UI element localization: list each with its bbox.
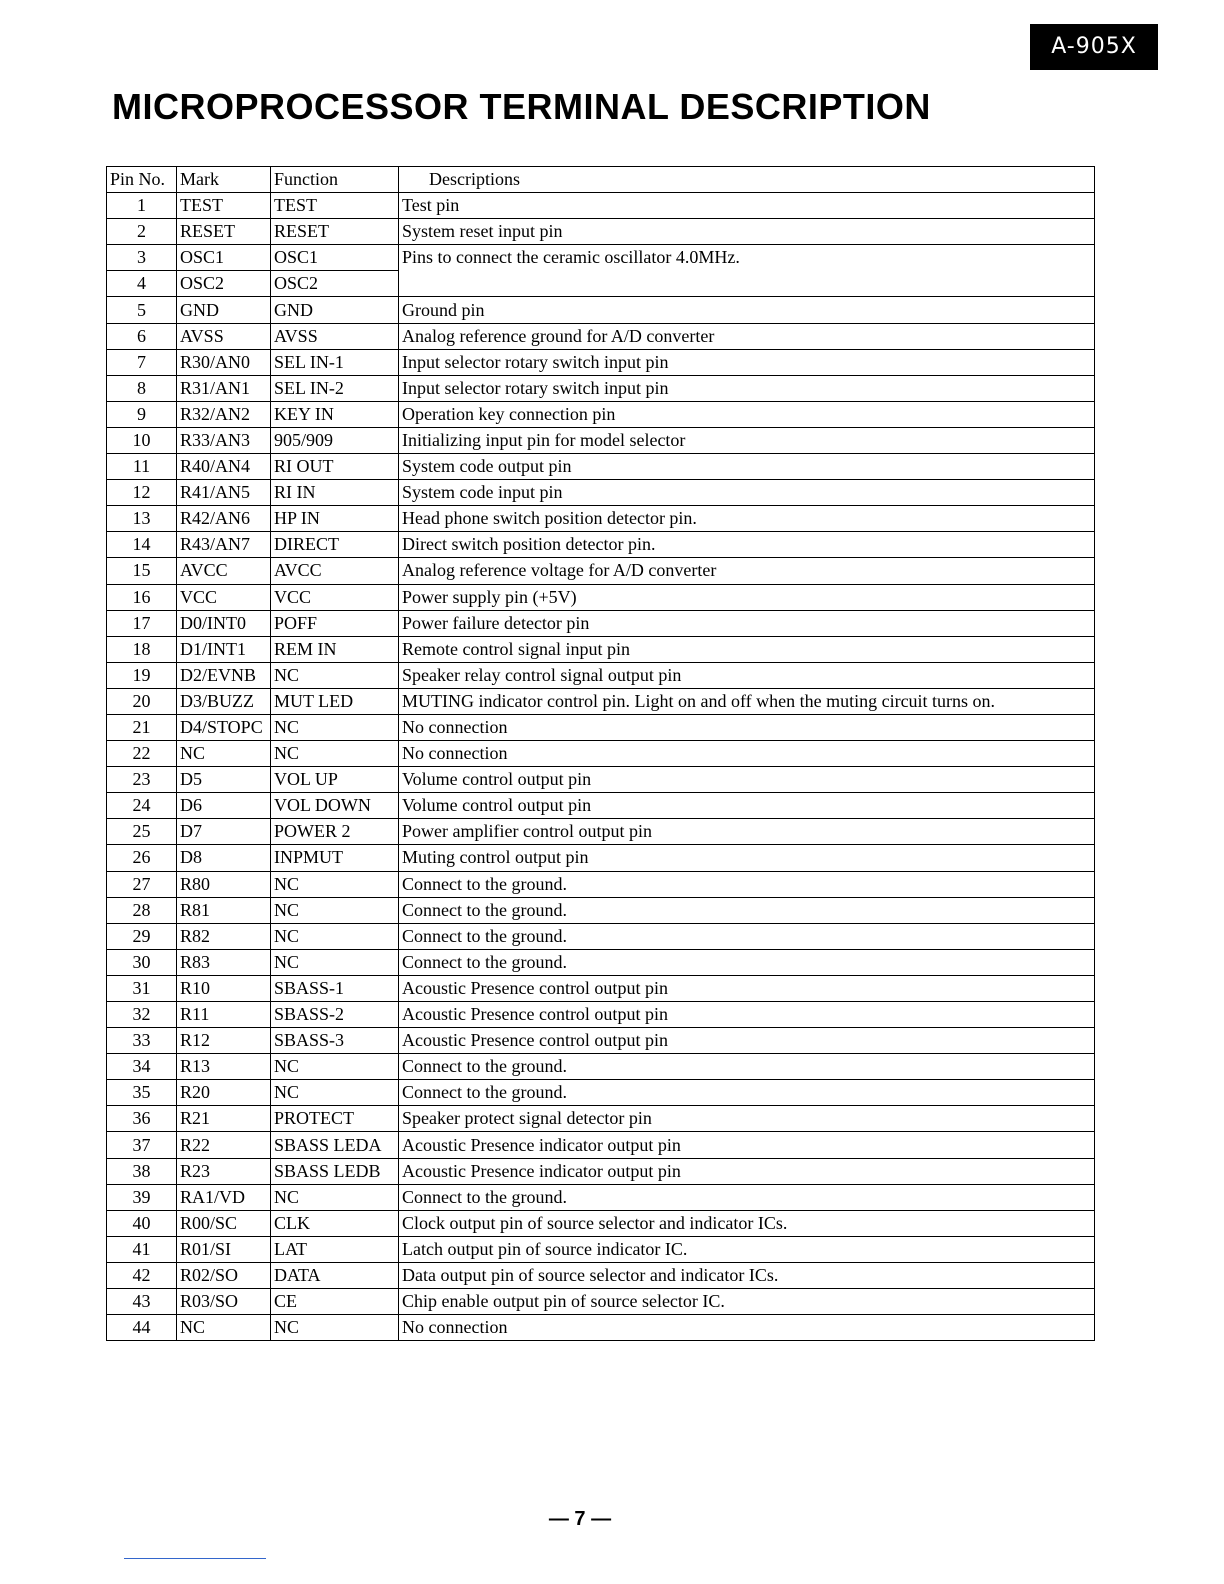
- function-cell: NC: [271, 949, 399, 975]
- description-cell: Pins to connect the ceramic oscillator 4.0MHz.: [399, 245, 1095, 297]
- function-cell: RI IN: [271, 480, 399, 506]
- function-cell: SEL IN-2: [271, 375, 399, 401]
- table-row: [107, 323, 1095, 349]
- table-row: [107, 1210, 1095, 1236]
- table-row: [107, 480, 1095, 506]
- mark-cell: R81: [177, 897, 271, 923]
- terminal-table: [106, 166, 1095, 1341]
- mark-cell: D2/EVNB: [177, 662, 271, 688]
- function-cell: SBASS LEDB: [271, 1158, 399, 1184]
- mark-cell: R40/AN4: [177, 454, 271, 480]
- function-cell: NC: [271, 662, 399, 688]
- function-cell: VOL UP: [271, 767, 399, 793]
- description-cell: No connection: [399, 741, 1095, 767]
- function-cell: NC: [271, 741, 399, 767]
- function-cell: RI OUT: [271, 454, 399, 480]
- description-cell: Muting control output pin: [399, 845, 1095, 871]
- description-cell: Connect to the ground.: [399, 871, 1095, 897]
- function-cell: POFF: [271, 610, 399, 636]
- column-header-mark: Mark: [177, 167, 271, 193]
- table-row: [107, 1158, 1095, 1184]
- mark-cell: R20: [177, 1080, 271, 1106]
- pin-number-cell: 16: [107, 584, 177, 610]
- table-row: [107, 949, 1095, 975]
- function-cell: OSC1: [271, 245, 399, 271]
- description-cell: Speaker protect signal detector pin: [399, 1106, 1095, 1132]
- mark-cell: RESET: [177, 219, 271, 245]
- pin-number-cell: 36: [107, 1106, 177, 1132]
- function-cell: NC: [271, 1054, 399, 1080]
- pin-number-cell: 44: [107, 1315, 177, 1341]
- table-row: [107, 193, 1095, 219]
- function-cell: NC: [271, 923, 399, 949]
- description-cell: Clock output pin of source selector and indicator ICs.: [399, 1210, 1095, 1236]
- pin-number-cell: 13: [107, 506, 177, 532]
- mark-cell: R83: [177, 949, 271, 975]
- function-cell: VCC: [271, 584, 399, 610]
- mark-cell: VCC: [177, 584, 271, 610]
- mark-cell: AVCC: [177, 558, 271, 584]
- description-cell: Ground pin: [399, 297, 1095, 323]
- function-cell: 905/909: [271, 427, 399, 453]
- pin-number-cell: 33: [107, 1028, 177, 1054]
- mark-cell: R00/SC: [177, 1210, 271, 1236]
- mark-cell: D5: [177, 767, 271, 793]
- pin-number-cell: 5: [107, 297, 177, 323]
- table-row: [107, 688, 1095, 714]
- description-cell: Direct switch position detector pin.: [399, 532, 1095, 558]
- pin-number-cell: 19: [107, 662, 177, 688]
- function-cell: NC: [271, 871, 399, 897]
- pin-number-cell: 20: [107, 688, 177, 714]
- table-header-row: [107, 167, 1095, 193]
- description-cell: Initializing input pin for model selector: [399, 427, 1095, 453]
- table-row: [107, 1002, 1095, 1028]
- table-row: [107, 662, 1095, 688]
- description-cell: Acoustic Presence control output pin: [399, 1002, 1095, 1028]
- description-cell: Connect to the ground.: [399, 923, 1095, 949]
- description-cell: Power failure detector pin: [399, 610, 1095, 636]
- table-row: [107, 1236, 1095, 1262]
- function-cell: PROTECT: [271, 1106, 399, 1132]
- column-header-function: Function: [271, 167, 399, 193]
- function-cell: NC: [271, 714, 399, 740]
- function-cell: KEY IN: [271, 401, 399, 427]
- table-row: [107, 819, 1095, 845]
- pin-number-cell: 39: [107, 1184, 177, 1210]
- function-cell: NC: [271, 897, 399, 923]
- description-cell: Acoustic Presence control output pin: [399, 1028, 1095, 1054]
- table-row: [107, 427, 1095, 453]
- function-cell: GND: [271, 297, 399, 323]
- mark-cell: R01/SI: [177, 1236, 271, 1262]
- pin-number-cell: 18: [107, 636, 177, 662]
- description-cell: Power amplifier control output pin: [399, 819, 1095, 845]
- description-cell: Connect to the ground.: [399, 1080, 1095, 1106]
- mark-cell: R82: [177, 923, 271, 949]
- table-row: [107, 1028, 1095, 1054]
- mark-cell: R43/AN7: [177, 532, 271, 558]
- description-cell: Connect to the ground.: [399, 1184, 1095, 1210]
- description-cell: MUTING indicator control pin. Light on and off when the muting circuit turns on.: [399, 688, 1095, 714]
- mark-cell: R42/AN6: [177, 506, 271, 532]
- table-row: [107, 1132, 1095, 1158]
- pin-number-cell: 15: [107, 558, 177, 584]
- pin-number-cell: 29: [107, 923, 177, 949]
- pin-number-cell: 17: [107, 610, 177, 636]
- pin-number-cell: 3: [107, 245, 177, 271]
- table-row: [107, 532, 1095, 558]
- description-cell: Acoustic Presence indicator output pin: [399, 1132, 1095, 1158]
- table-row: [107, 219, 1095, 245]
- table-row: [107, 1106, 1095, 1132]
- function-cell: SBASS LEDA: [271, 1132, 399, 1158]
- function-cell: LAT: [271, 1236, 399, 1262]
- table-row: [107, 1289, 1095, 1315]
- mark-cell: R41/AN5: [177, 480, 271, 506]
- function-cell: SBASS-2: [271, 1002, 399, 1028]
- function-cell: POWER 2: [271, 819, 399, 845]
- description-cell: Analog reference voltage for A/D converter: [399, 558, 1095, 584]
- description-cell: System reset input pin: [399, 219, 1095, 245]
- function-cell: SBASS-1: [271, 975, 399, 1001]
- pin-number-cell: 41: [107, 1236, 177, 1262]
- description-cell: Chip enable output pin of source selector IC.: [399, 1289, 1095, 1315]
- pin-number-cell: 2: [107, 219, 177, 245]
- table-row: [107, 610, 1095, 636]
- description-cell: Speaker relay control signal output pin: [399, 662, 1095, 688]
- table-row: [107, 349, 1095, 375]
- pin-number-cell: 38: [107, 1158, 177, 1184]
- table-row: [107, 845, 1095, 871]
- mark-cell: R80: [177, 871, 271, 897]
- description-cell: Acoustic Presence control output pin: [399, 975, 1095, 1001]
- description-cell: System code output pin: [399, 454, 1095, 480]
- table-row: [107, 245, 1095, 271]
- mark-cell: R03/SO: [177, 1289, 271, 1315]
- pin-number-cell: 9: [107, 401, 177, 427]
- function-cell: OSC2: [271, 271, 399, 297]
- table-row: [107, 1262, 1095, 1288]
- pin-number-cell: 10: [107, 427, 177, 453]
- description-cell: Data output pin of source selector and indicator ICs.: [399, 1262, 1095, 1288]
- description-cell: Analog reference ground for A/D converter: [399, 323, 1095, 349]
- pin-number-cell: 7: [107, 349, 177, 375]
- function-cell: SBASS-3: [271, 1028, 399, 1054]
- description-cell: Volume control output pin: [399, 793, 1095, 819]
- description-cell: Volume control output pin: [399, 767, 1095, 793]
- mark-cell: R02/SO: [177, 1262, 271, 1288]
- mark-cell: D6: [177, 793, 271, 819]
- function-cell: VOL DOWN: [271, 793, 399, 819]
- function-cell: CLK: [271, 1210, 399, 1236]
- table-row: [107, 454, 1095, 480]
- mark-cell: TEST: [177, 193, 271, 219]
- model-badge: A-905X: [1030, 24, 1158, 70]
- description-cell: Latch output pin of source indicator IC.: [399, 1236, 1095, 1262]
- pin-number-cell: 11: [107, 454, 177, 480]
- description-cell: Connect to the ground.: [399, 949, 1095, 975]
- pin-number-cell: 23: [107, 767, 177, 793]
- function-cell: REM IN: [271, 636, 399, 662]
- pin-number-cell: 43: [107, 1289, 177, 1315]
- table-row: [107, 1054, 1095, 1080]
- pin-number-cell: 26: [107, 845, 177, 871]
- mark-cell: NC: [177, 1315, 271, 1341]
- mark-cell: R33/AN3: [177, 427, 271, 453]
- mark-cell: GND: [177, 297, 271, 323]
- pin-number-cell: 22: [107, 741, 177, 767]
- table-row: [107, 767, 1095, 793]
- pin-number-cell: 42: [107, 1262, 177, 1288]
- pin-number-cell: 1: [107, 193, 177, 219]
- function-cell: SEL IN-1: [271, 349, 399, 375]
- table-row: [107, 1315, 1095, 1341]
- pin-number-cell: 21: [107, 714, 177, 740]
- pin-number-cell: 31: [107, 975, 177, 1001]
- description-cell: Power supply pin (+5V): [399, 584, 1095, 610]
- pin-number-cell: 37: [107, 1132, 177, 1158]
- table-row: [107, 871, 1095, 897]
- function-cell: DATA: [271, 1262, 399, 1288]
- table-row: [107, 897, 1095, 923]
- mark-cell: R10: [177, 975, 271, 1001]
- mark-cell: OSC2: [177, 271, 271, 297]
- function-cell: AVCC: [271, 558, 399, 584]
- table-row: [107, 1184, 1095, 1210]
- mark-cell: R12: [177, 1028, 271, 1054]
- mark-cell: NC: [177, 741, 271, 767]
- table-row: [107, 975, 1095, 1001]
- table-row: [107, 714, 1095, 740]
- mark-cell: RA1/VD: [177, 1184, 271, 1210]
- table-row: [107, 793, 1095, 819]
- pin-number-cell: 25: [107, 819, 177, 845]
- mark-cell: OSC1: [177, 245, 271, 271]
- table-body: [107, 193, 1095, 1341]
- pin-number-cell: 34: [107, 1054, 177, 1080]
- table-row: [107, 401, 1095, 427]
- mark-cell: R22: [177, 1132, 271, 1158]
- pin-number-cell: 27: [107, 871, 177, 897]
- function-cell: INPMUT: [271, 845, 399, 871]
- mark-cell: R32/AN2: [177, 401, 271, 427]
- table-row: [107, 1080, 1095, 1106]
- mark-cell: D1/INT1: [177, 636, 271, 662]
- table-row: [107, 375, 1095, 401]
- description-cell: Remote control signal input pin: [399, 636, 1095, 662]
- function-cell: HP IN: [271, 506, 399, 532]
- description-cell: System code input pin: [399, 480, 1095, 506]
- mark-cell: D4/STOPC: [177, 714, 271, 740]
- table-row: [107, 558, 1095, 584]
- pin-number-cell: 40: [107, 1210, 177, 1236]
- table-row: [107, 297, 1095, 323]
- function-cell: MUT LED: [271, 688, 399, 714]
- mark-cell: R30/AN0: [177, 349, 271, 375]
- mark-cell: R13: [177, 1054, 271, 1080]
- pin-number-cell: 35: [107, 1080, 177, 1106]
- description-cell: No connection: [399, 1315, 1095, 1341]
- mark-cell: R23: [177, 1158, 271, 1184]
- table-row: [107, 584, 1095, 610]
- description-cell: Input selector rotary switch input pin: [399, 349, 1095, 375]
- footer-rule: [124, 1558, 266, 1559]
- description-cell: Connect to the ground.: [399, 1054, 1095, 1080]
- mark-cell: R21: [177, 1106, 271, 1132]
- mark-cell: R31/AN1: [177, 375, 271, 401]
- pin-number-cell: 32: [107, 1002, 177, 1028]
- table-row: [107, 636, 1095, 662]
- mark-cell: AVSS: [177, 323, 271, 349]
- function-cell: NC: [271, 1184, 399, 1210]
- mark-cell: R11: [177, 1002, 271, 1028]
- function-cell: DIRECT: [271, 532, 399, 558]
- mark-cell: D0/INT0: [177, 610, 271, 636]
- page-number: — 7 —: [548, 1508, 612, 1530]
- pin-number-cell: 30: [107, 949, 177, 975]
- description-cell: Head phone switch position detector pin.: [399, 506, 1095, 532]
- description-cell: Acoustic Presence indicator output pin: [399, 1158, 1095, 1184]
- description-cell: No connection: [399, 714, 1095, 740]
- mark-cell: D3/BUZZ: [177, 688, 271, 714]
- table-row: [107, 506, 1095, 532]
- pin-number-cell: 12: [107, 480, 177, 506]
- function-cell: RESET: [271, 219, 399, 245]
- column-header-description: Descriptions: [399, 167, 1095, 193]
- pin-number-cell: 4: [107, 271, 177, 297]
- function-cell: NC: [271, 1080, 399, 1106]
- mark-cell: D8: [177, 845, 271, 871]
- page-title: MICROPROCESSOR TERMINAL DESCRIPTION: [112, 86, 931, 127]
- function-cell: TEST: [271, 193, 399, 219]
- pin-number-cell: 8: [107, 375, 177, 401]
- pin-number-cell: 6: [107, 323, 177, 349]
- description-cell: Connect to the ground.: [399, 897, 1095, 923]
- description-cell: Operation key connection pin: [399, 401, 1095, 427]
- function-cell: NC: [271, 1315, 399, 1341]
- table-row: [107, 741, 1095, 767]
- function-cell: CE: [271, 1289, 399, 1315]
- column-header-pin: Pin No.: [107, 167, 177, 193]
- function-cell: AVSS: [271, 323, 399, 349]
- pin-number-cell: 28: [107, 897, 177, 923]
- description-cell: Test pin: [399, 193, 1095, 219]
- pin-number-cell: 14: [107, 532, 177, 558]
- description-cell: Input selector rotary switch input pin: [399, 375, 1095, 401]
- table-row: [107, 923, 1095, 949]
- mark-cell: D7: [177, 819, 271, 845]
- pin-number-cell: 24: [107, 793, 177, 819]
